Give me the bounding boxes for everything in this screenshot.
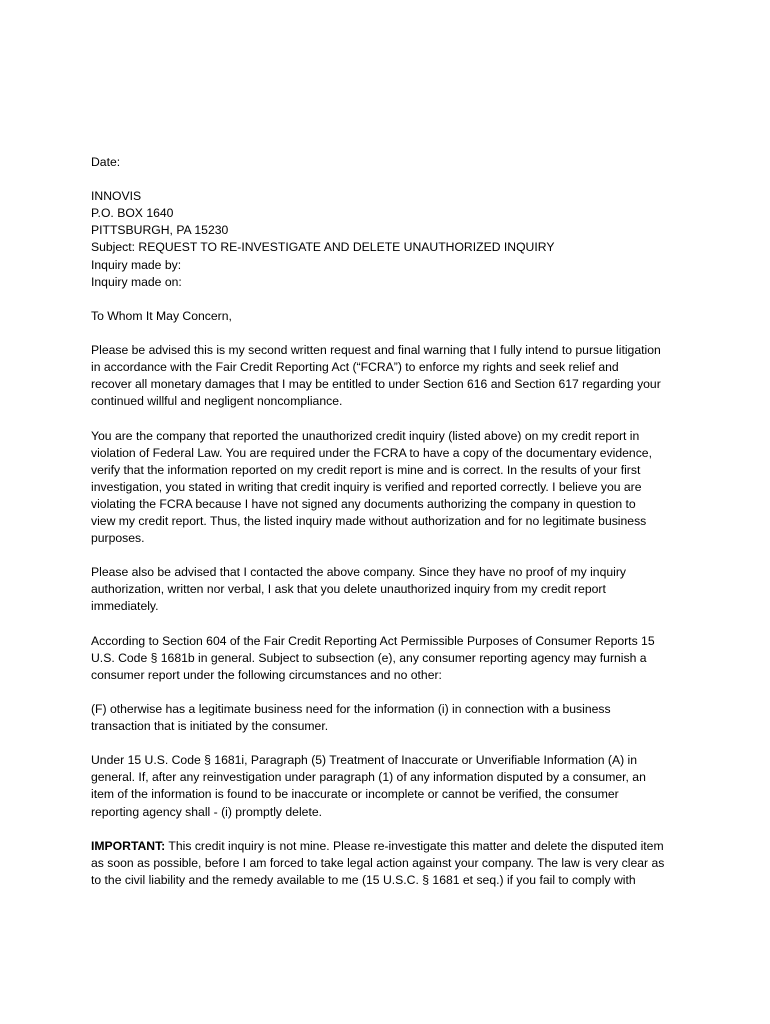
paragraph-line: verify that the information reported on my credit report is mine and is correct. In the results of your first: [91, 462, 641, 477]
paragraph-section-604: [91, 633, 691, 684]
paragraph-line: to the civil liability and the remedy available to me (15 U.S.C. § 1681 et seq.) if you fail to comply with: [91, 872, 636, 887]
recipient-address: [91, 188, 691, 239]
paragraph-line: (F) otherwise has a legitimate business need for the information (i) in connection with a business: [91, 702, 611, 716]
subject-line: Subject: REQUEST TO RE-INVESTIGATE AND DELETE UNAUTHORIZED INQUIRY: [91, 240, 555, 255]
letter-body: [91, 154, 691, 889]
paragraph-line: recover all monetary damages that I may be entitled to under Section 616 and Section 617 regarding your: [91, 377, 661, 392]
paragraph-legitimate-need: [91, 701, 691, 735]
paragraph-section-1681i: [91, 752, 691, 820]
paragraph-line: Under 15 U.S. Code § 1681i, Paragraph (5) Treatment of Inaccurate or Unverifiable Information (A) in: [91, 753, 638, 768]
inquiry-made-by: Inquiry made by:: [91, 257, 182, 272]
paragraph-line: According to Section 604 of the Fair Credit Reporting Act Permissible Purposes of Consumer Reports 15: [91, 633, 655, 648]
paragraph-important: [91, 838, 691, 889]
paragraph-line: continued willful and negligent noncompliance.: [91, 394, 343, 409]
paragraph-unauthorized-inquiry: [91, 428, 691, 548]
paragraph-line: item of the information is found to be inaccurate or incomplete or cannot be verified, the consumer: [91, 787, 619, 802]
paragraph-line: general. If, after any reinvestigation under paragraph (1) of any information disputed by a consumer, an: [91, 770, 646, 785]
paragraph-line: U.S. Code § 1681b in general. Subject to subsection (e), any consumer reporting agency may furnish a: [91, 650, 647, 665]
recipient-city-state-zip: PITTSBURGH, PA 15230: [91, 223, 229, 238]
date-label: Date:: [91, 155, 121, 169]
paragraph-line: violating the FCRA because I have not signed any documents authorizing the company in question to: [91, 496, 636, 511]
paragraph-line: in accordance with the Fair Credit Reporting Act (“FCRA”) to enforce my rights and seek relief and: [91, 360, 619, 375]
important-first-line-text: This credit inquiry is not mine. Please re-investigate this matter and delete the disputed item: [165, 838, 664, 853]
recipient-po-box: P.O. BOX 1640: [91, 206, 174, 221]
paragraph-line: reporting agency shall - (i) promptly delete.: [91, 804, 322, 819]
paragraph-line: transaction that is initiated by the consumer.: [91, 719, 329, 734]
paragraph-line: violation of Federal Law. You are required under the FCRA to have a copy of the documentary evidence,: [91, 445, 652, 460]
paragraph-line: authorization, written nor verbal, I ask that you delete unauthorized inquiry from my credit report: [91, 582, 606, 597]
paragraph-line: investigation, you stated in writing that credit inquiry is verified and reported correctly. I believe you are: [91, 479, 642, 494]
paragraph-contacted-company: [91, 564, 691, 615]
salutation: To Whom It May Concern,: [91, 308, 232, 323]
important-first-line: [91, 838, 691, 855]
paragraph-line: as soon as possible, before I am forced to take legal action against your company. The law is very clear as: [91, 855, 665, 870]
paragraph-line: immediately.: [91, 599, 159, 614]
paragraph-line: Please be advised this is my second written request and final warning that I fully intend to pursue litigation: [91, 343, 661, 358]
paragraph-line: You are the company that reported the unauthorized credit inquiry (listed above) on my credit report in: [91, 428, 640, 443]
inquiry-made-on: Inquiry made on:: [91, 274, 182, 289]
paragraph-line: purposes.: [91, 531, 145, 546]
paragraph-line: view my credit report. Thus, the listed inquiry made without authorization and for no legitimate business: [91, 513, 647, 528]
important-label: IMPORTANT:: [91, 838, 166, 853]
recipient-company: INNOVIS: [91, 189, 142, 204]
paragraph-line: consumer report under the following circumstances and no other:: [91, 667, 442, 682]
paragraph-line: Please also be advised that I contacted the above company. Since they have no proof of my inquiry: [91, 565, 626, 580]
paragraph-litigation-warning: [91, 342, 691, 410]
